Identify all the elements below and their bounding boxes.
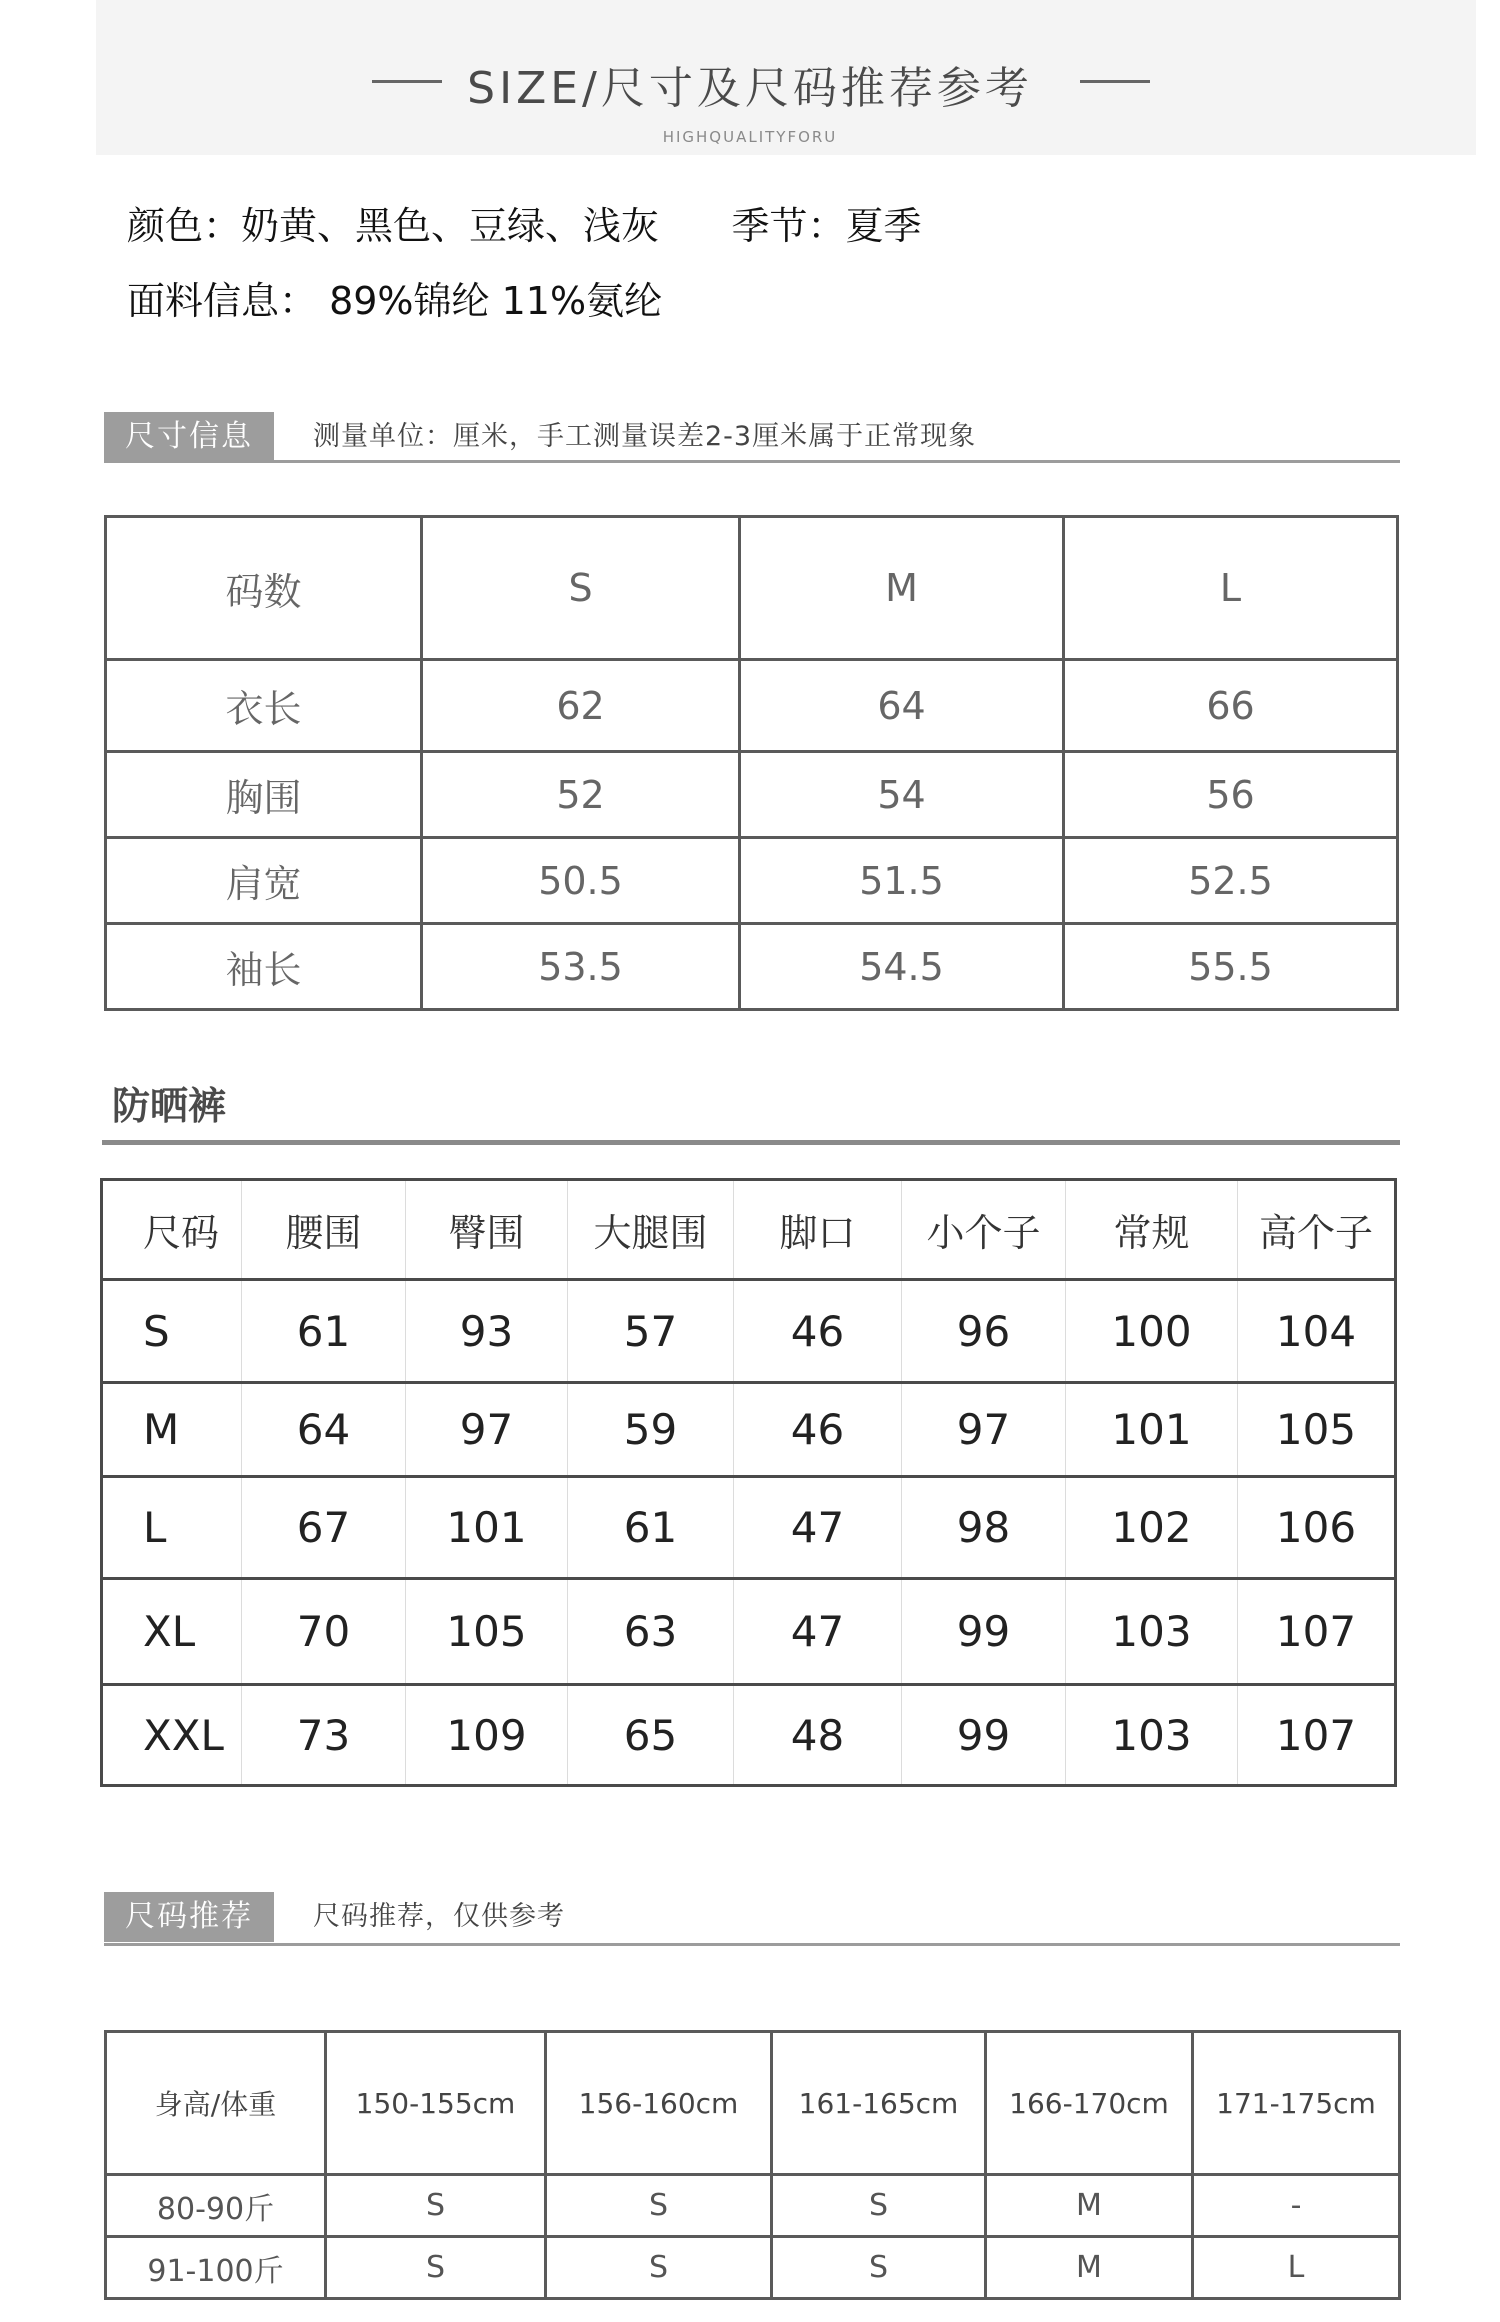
table-row — [102, 1477, 1396, 1579]
row-label: 胸围 — [106, 752, 422, 838]
table-cell: 106 — [1238, 1477, 1396, 1579]
table-cell: 46 — [734, 1280, 902, 1383]
table-cell: 105 — [1238, 1383, 1396, 1477]
table-cell: 103 — [1066, 1685, 1238, 1786]
header-cell: 171-175cm — [1193, 2032, 1400, 2175]
table-cell: S — [772, 2175, 986, 2237]
row-label: 肩宽 — [106, 838, 422, 924]
table-cell: 52 — [422, 752, 740, 838]
table-cell: 50.5 — [422, 838, 740, 924]
header-cell: 150-155cm — [326, 2032, 546, 2175]
header-cell: 尺码 — [102, 1180, 242, 1280]
size-info-label: 尺寸信息 — [104, 412, 274, 462]
table-cell: 99 — [902, 1685, 1066, 1786]
row-label: L — [102, 1477, 242, 1579]
table-cell: M — [986, 2237, 1193, 2299]
table-header-row — [106, 517, 1398, 660]
table-cell: 109 — [406, 1685, 568, 1786]
table-row — [102, 1383, 1396, 1477]
pants-size-table — [100, 1178, 1397, 1787]
table-cell: 104 — [1238, 1280, 1396, 1383]
row-label: M — [102, 1383, 242, 1477]
table-cell: 64 — [242, 1383, 406, 1477]
table-cell: S — [772, 2237, 986, 2299]
table-cell: 47 — [734, 1477, 902, 1579]
table-cell: 62 — [422, 660, 740, 752]
row-label: XL — [102, 1579, 242, 1685]
table-cell: 73 — [242, 1685, 406, 1786]
table-cell: 48 — [734, 1685, 902, 1786]
table-cell: 70 — [242, 1579, 406, 1685]
table-cell: 61 — [568, 1477, 734, 1579]
table-cell: 103 — [1066, 1579, 1238, 1685]
header-cell: M — [740, 517, 1064, 660]
table-cell: 107 — [1238, 1579, 1396, 1685]
row-label: XXL — [102, 1685, 242, 1786]
header-cell: 166-170cm — [986, 2032, 1193, 2175]
size-rec-note: 尺码推荐，仅供参考 — [313, 1901, 565, 1932]
table-cell: 102 — [1066, 1477, 1238, 1579]
row-label: S — [102, 1280, 242, 1383]
size-info-note: 测量单位：厘米，手工测量误差2-3厘米属于正常现象 — [313, 421, 977, 452]
header-cell: 脚口 — [734, 1180, 902, 1280]
pants-section-rule — [102, 1140, 1400, 1145]
row-label: 袖长 — [106, 924, 422, 1010]
header-cell: 码数 — [106, 517, 422, 660]
table-cell: 56 — [1064, 752, 1398, 838]
table-cell: 67 — [242, 1477, 406, 1579]
table-row — [106, 660, 1398, 752]
header-cell: 臀围 — [406, 1180, 568, 1280]
header-cell: 高个子 — [1238, 1180, 1396, 1280]
page-title: SIZE/尺寸及尺码推荐参考 — [467, 63, 1033, 114]
color-season-info: 颜色：奶黄、黑色、豆绿、浅灰 季节：夏季 — [127, 204, 922, 248]
table-cell: 57 — [568, 1280, 734, 1383]
size-rec-rule — [104, 1943, 1400, 1946]
table-cell: 51.5 — [740, 838, 1064, 924]
table-cell: 59 — [568, 1383, 734, 1477]
table-cell: 52.5 — [1064, 838, 1398, 924]
table-cell: 46 — [734, 1383, 902, 1477]
table-cell: L — [1193, 2237, 1400, 2299]
table-cell: 97 — [406, 1383, 568, 1477]
table-cell: 99 — [902, 1579, 1066, 1685]
size-rec-label: 尺码推荐 — [104, 1892, 274, 1942]
table-cell: S — [326, 2175, 546, 2237]
table-row — [106, 2237, 1400, 2299]
table-row — [106, 2175, 1400, 2237]
table-cell: 101 — [406, 1477, 568, 1579]
row-label: 91-100斤 — [106, 2237, 326, 2299]
header-cell: 156-160cm — [546, 2032, 772, 2175]
table-cell: 54.5 — [740, 924, 1064, 1010]
size-recommendation-table — [104, 2030, 1401, 2300]
table-row — [102, 1685, 1396, 1786]
pants-section-title: 防晒裤 — [112, 1084, 227, 1128]
row-label: 80-90斤 — [106, 2175, 326, 2237]
row-label: 衣长 — [106, 660, 422, 752]
table-row — [106, 752, 1398, 838]
header-cell: L — [1064, 517, 1398, 660]
table-row — [106, 924, 1398, 1010]
header-cell: 腰围 — [242, 1180, 406, 1280]
table-cell: 66 — [1064, 660, 1398, 752]
table-cell: 101 — [1066, 1383, 1238, 1477]
header-cell: 身高/体重 — [106, 2032, 326, 2175]
table-cell: 61 — [242, 1280, 406, 1383]
table-cell: M — [986, 2175, 1193, 2237]
size-info-rule — [104, 460, 1400, 463]
table-cell: S — [326, 2237, 546, 2299]
table-cell: S — [546, 2175, 772, 2237]
table-cell: 97 — [902, 1383, 1066, 1477]
header-cell: S — [422, 517, 740, 660]
table-row — [102, 1280, 1396, 1383]
table-header-row — [106, 2032, 1400, 2175]
table-header-row — [102, 1180, 1396, 1280]
table-cell: 54 — [740, 752, 1064, 838]
table-row — [106, 838, 1398, 924]
table-cell: 98 — [902, 1477, 1066, 1579]
header-cell: 常规 — [1066, 1180, 1238, 1280]
header-cell: 大腿围 — [568, 1180, 734, 1280]
table-cell: 96 — [902, 1280, 1066, 1383]
header-cell: 161-165cm — [772, 2032, 986, 2175]
table-cell: 93 — [406, 1280, 568, 1383]
table-cell: 64 — [740, 660, 1064, 752]
table-cell: 63 — [568, 1579, 734, 1685]
table-cell: 65 — [568, 1685, 734, 1786]
table-row — [102, 1579, 1396, 1685]
table-cell: 55.5 — [1064, 924, 1398, 1010]
table-cell: 107 — [1238, 1685, 1396, 1786]
table-cell: 53.5 — [422, 924, 740, 1010]
page-subtitle: HIGHQUALITYFORU — [662, 128, 838, 146]
fabric-info: 面料信息： 89%锦纶 11%氨纶 — [127, 279, 663, 323]
table-cell: 105 — [406, 1579, 568, 1685]
table-cell: 100 — [1066, 1280, 1238, 1383]
table-cell: - — [1193, 2175, 1400, 2237]
header-cell: 小个子 — [902, 1180, 1066, 1280]
table-cell: S — [546, 2237, 772, 2299]
top-size-table — [104, 515, 1399, 1011]
table-cell: 47 — [734, 1579, 902, 1685]
